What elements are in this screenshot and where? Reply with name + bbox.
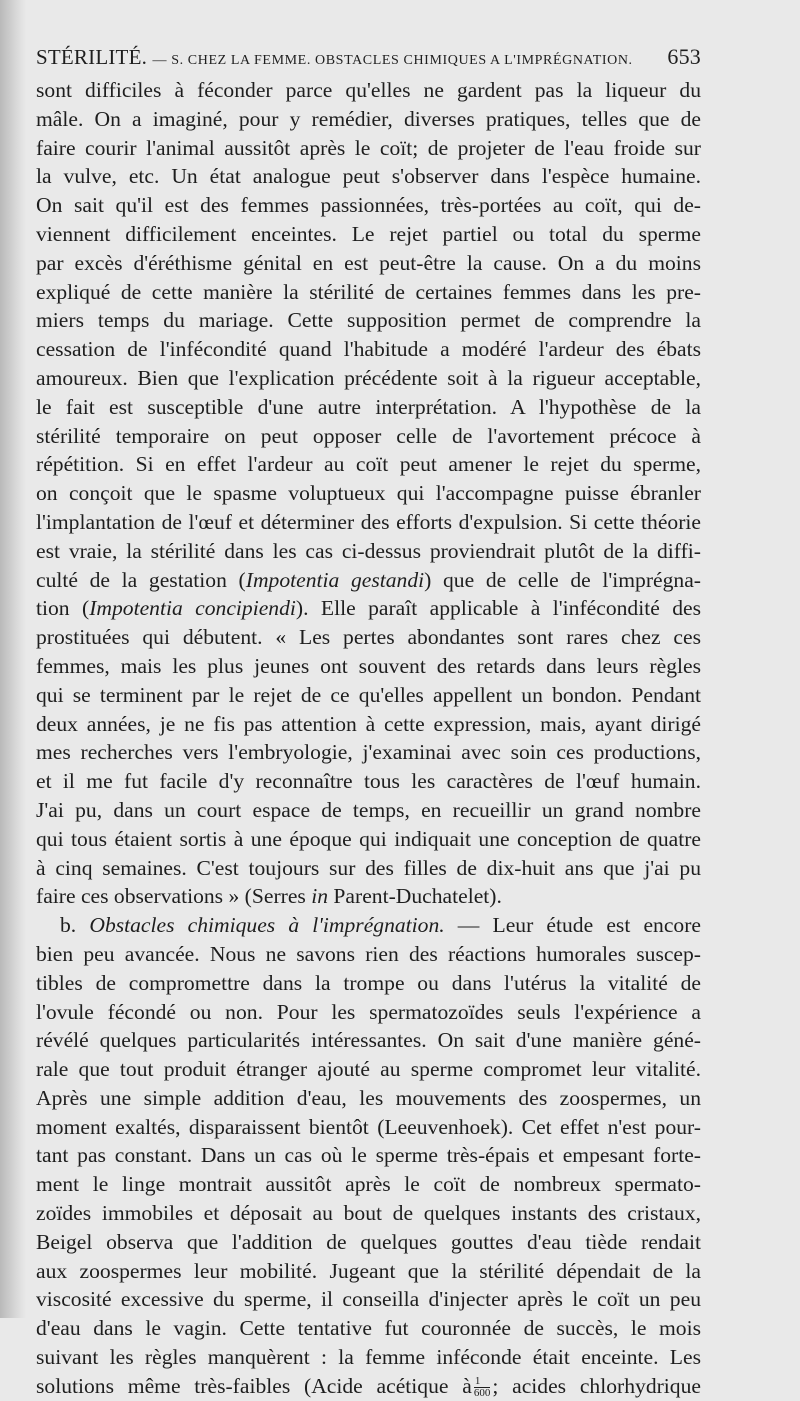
text-line-final <box>36 1372 701 1401</box>
text-line: J'ai pu, dans un court espace de temps, en recueillir un grand nombre <box>36 797 701 822</box>
italic-text: Impotentia concipiendi <box>89 596 296 621</box>
text-line: deux années, je ne fis pas attention à cette expression, mais, ayant dirigé <box>36 711 701 736</box>
text-line: amoureux. Bien que l'explication précédente soit à la rigueur acceptable, <box>36 365 701 390</box>
text-segment: ; acides chlorhydrique <box>492 1373 701 1398</box>
text-line <box>36 594 701 623</box>
body-text <box>36 76 701 1401</box>
text-line: Après une simple addition d'eau, les mouvements des zoospermes, un <box>36 1085 701 1110</box>
text-line: expliqué de cette manière la stérilité de certaines femmes dans les pre- <box>36 279 701 304</box>
text-line: aux zoospermes leur mobilité. Jugeant que la stérilité dépendait de la <box>36 1258 701 1283</box>
text-line: mâle. On a imaginé, pour y remédier, diverses pratiques, telles que de <box>36 106 701 131</box>
italic-text: Obstacles chimiques à l'imprégnation. <box>89 913 445 938</box>
text-line: stérilité temporaire on peut opposer celle de l'avortement précoce à <box>36 423 701 448</box>
text-line: la vulve, etc. Un état analogue peut s'observer dans l'espèce humaine. <box>36 164 701 189</box>
text-line: viscosité excessive du sperme, il conseilla d'injecter après le coït un peu <box>36 1287 701 1312</box>
text-line: sont difficiles à féconder parce qu'elles ne gardent pas la liqueur du <box>36 78 701 102</box>
text-line: bien peu avancée. Nous ne savons rien des réactions humorales suscep- <box>36 941 701 966</box>
text-line: révélé quelques particularités intéressantes. On sait d'une manière géné- <box>36 1028 701 1053</box>
text-line: miers temps du mariage. Cette supposition permet de comprendre la <box>36 308 701 333</box>
text-line: on conçoit que le spasme voluptueux qui l'accompagne puisse ébranler <box>36 481 701 506</box>
text-segment: faire ces observations » (Serres <box>36 884 312 909</box>
italic-text: in <box>311 884 329 909</box>
text-line: qui se terminent par le rejet de ce qu'elles appellent un bondon. Pendant <box>36 682 701 707</box>
text-line: par excès d'éréthisme génital en est peut-être la cause. On a du moins <box>36 250 701 275</box>
header-title <box>36 45 633 70</box>
text-line: On sait qu'il est des femmes passionnées, très-portées au coït, qui de- <box>36 193 701 218</box>
fraction-numerator: 1 <box>474 1376 491 1388</box>
fraction-denominator: 600 <box>473 1387 491 1400</box>
text-segment: solutions même très-faibles (Acide acétique à <box>36 1373 472 1398</box>
text-line: rale que tout produit étranger ajouté au sperme compromet leur vitalité. <box>36 1057 701 1082</box>
header-title-main: STÉRILITÉ. <box>36 45 148 69</box>
text-segment: tion ( <box>36 596 90 621</box>
text-line: viennent difficilement enceintes. Le rejet partiel ou total du sperme <box>36 221 701 246</box>
text-line <box>36 882 701 911</box>
text-line: femmes, mais les plus jeunes ont souvent des retards dans leurs règles <box>36 653 701 678</box>
text-line: et il me fut facile d'y reconnaître tous les caractères de l'œuf humain. <box>36 769 701 794</box>
text-line <box>36 911 701 940</box>
text-segment: ) que de celle de l'imprégna- <box>424 567 701 592</box>
text-segment: culté de la gestation ( <box>36 567 246 592</box>
text-line: qui tous étaient sortis à une époque qui indiquait une conception de quatre <box>36 826 701 851</box>
italic-text: Impotentia gestandi <box>245 567 425 592</box>
text-line: faire courir l'animal aussitôt après le coït; de projeter de l'eau froide sur <box>36 135 701 160</box>
text-line: suivant les règles manquèrent : la femme inféconde était enceinte. Les <box>36 1345 701 1370</box>
text-line: cessation de l'infécondité quand l'habitude a modéré l'ardeur des ébats <box>36 337 701 362</box>
text-line: moment exaltés, disparaissent bientôt (Leeuvenhoek). Cet effet n'est pour- <box>36 1114 701 1139</box>
text-line: ment le linge montrait aussitôt après le coït de nombreux spermato- <box>36 1172 701 1197</box>
page-gutter-shadow <box>0 0 26 1318</box>
text-line: d'eau dans le vagin. Cette tentative fut couronnée de succès, le mois <box>36 1316 701 1341</box>
text-segment: b. <box>60 913 90 938</box>
text-line: est vraie, la stérilité dans les cas ci-dessus proviendrait plutôt de la diffi- <box>36 538 701 563</box>
text-line: l'implantation de l'œuf et déterminer des efforts d'expulsion. Si cette théorie <box>36 509 701 534</box>
text-segment: ). Elle paraît applicable à l'infécondité des <box>295 596 701 621</box>
book-page <box>36 44 701 1401</box>
text-line: zoïdes immobiles et déposait au bout de quelques instants des cristaux, <box>36 1201 701 1226</box>
text-line: à cinq semaines. C'est toujours sur des filles de dix-huit ans que j'ai pu <box>36 855 701 880</box>
page-number: 653 <box>667 44 701 69</box>
text-line: tant pas constant. Dans un cas où le sperme très-épais et empesant forte- <box>36 1143 701 1168</box>
running-header <box>36 44 701 70</box>
text-line: l'ovule fécondé ou non. Pour les spermatozoïdes seuls l'expérience a <box>36 999 701 1024</box>
fraction <box>474 1376 491 1399</box>
text-line: répétition. Si en effet l'ardeur au coït peut amener le rejet du sperme, <box>36 452 701 477</box>
text-line: tibles de compromettre dans la trompe ou dans l'utérus la vitalité de <box>36 970 701 995</box>
text-line: prostituées qui débutent. « Les pertes abondantes sont rares chez ces <box>36 625 701 650</box>
text-line: le fait est susceptible d'une autre interprétation. A l'hypothèse de la <box>36 394 701 419</box>
text-line <box>36 566 701 595</box>
text-segment: — Leur étude est encore <box>444 913 701 938</box>
text-line: mes recherches vers l'embryologie, j'examinai avec soin ces productions, <box>36 740 701 765</box>
text-line: Beigel observa que l'addition de quelques gouttes d'eau tiède rendait <box>36 1229 701 1254</box>
header-title-sub: — S. CHEZ LA FEMME. OBSTACLES CHIMIQUES A L'IMPRÉGNATION. <box>152 53 633 68</box>
text-segment: Parent-Duchatelet). <box>328 884 502 909</box>
